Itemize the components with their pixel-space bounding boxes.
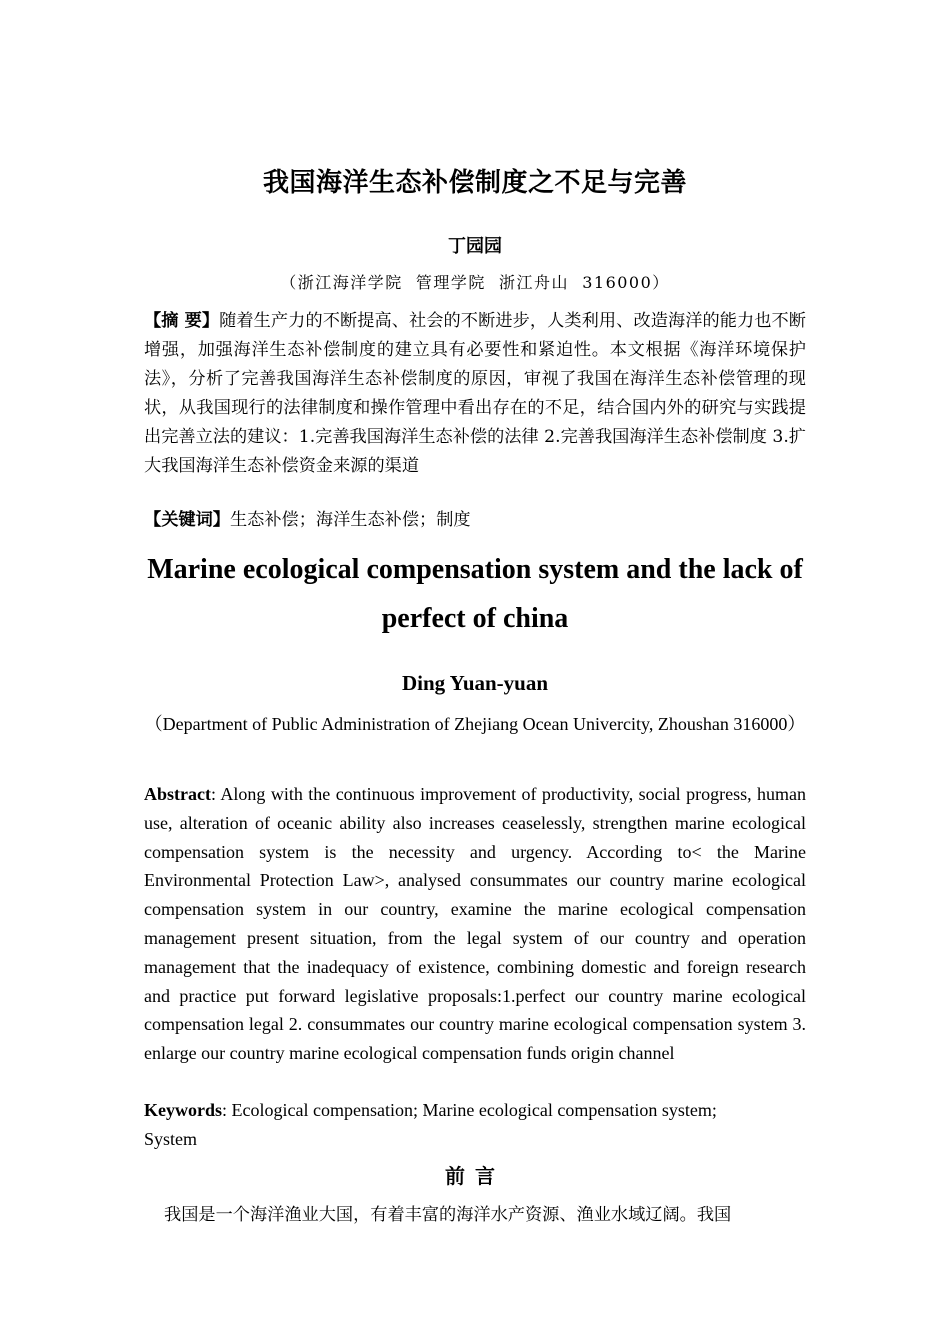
english-keywords — [144, 1096, 764, 1154]
english-author: Ding Yuan-yuan — [401, 671, 549, 695]
intro-paragraph: 我国是一个海洋渔业大国，有着丰富的海洋水产资源、渔业水域辽阔。我国 — [164, 1205, 732, 1225]
chinese-title: 我国海洋生态补偿制度之不足与完善 — [262, 168, 687, 198]
english-abstract — [144, 780, 806, 1068]
english-abstract-text: : Along with the continuous improvement of productivity, social progress, human use, alteration of oceanic ability also increases ceaselessly, strengthen marine ecological compensation system is the necessity and urgency. According to< the Marine Environmental Protection Law>, analysed consummates our country marine ecological compensation system in our country, examine the marine ecological compensation management present situation, from the legal system of our country and operation management that the inadequacy of existence, combining domestic and foreign research and practice put forward legislative proposals:1.perfect our country marine ecological compensation legal 2. consummates our country marine ecological compensation system 3. enlarge our country marine ecological compensation funds origin channel — [144, 784, 806, 1064]
chinese-keywords — [144, 506, 806, 535]
chinese-keywords-label: 【关键词】 — [144, 510, 230, 530]
english-abstract-label: Abstract — [144, 784, 211, 804]
english-affiliation: （Department of Public Administration of Zhejiang Ocean Univercity, Zhoushan 316000） — [144, 714, 806, 734]
chinese-keywords-text: 生态补偿；海洋生态补偿；制度 — [229, 510, 471, 530]
chinese-abstract-text: 随着生产力的不断提高、社会的不断进步，人类利用、改造海洋的能力也不断增强，加强海洋生态补偿制度的建立具有必要性和紧迫性。本文根据《海洋环境保护法》，分析了完善我国海洋生态补偿制度的原因，审视了我国在海洋生态补偿管理的现状，从我国现行的法律制度和操作管理中看出存在的不足，结合国内外的研究与实践提出完善立法的建议：1.完善我国海洋生态补偿的法律 2.完善我国海洋生态补偿制度 3.扩大我国海洋生态补偿资金来源的渠道 — [144, 311, 806, 476]
english-keywords-text: : Ecological compensation; Marine ecological compensation system; System — [144, 1100, 717, 1149]
chinese-abstract — [144, 307, 806, 480]
section-heading-preface: 前言 — [445, 1164, 505, 1188]
chinese-abstract-label: 【摘 要】 — [144, 311, 220, 331]
chinese-affiliation: （浙江海洋学院 管理学院 浙江舟山 316000） — [280, 273, 670, 292]
english-title: Marine ecological compensation system and the lack of perfect of china — [147, 554, 803, 634]
chinese-author: 丁园园 — [448, 236, 502, 257]
english-keywords-label: Keywords — [144, 1100, 222, 1120]
